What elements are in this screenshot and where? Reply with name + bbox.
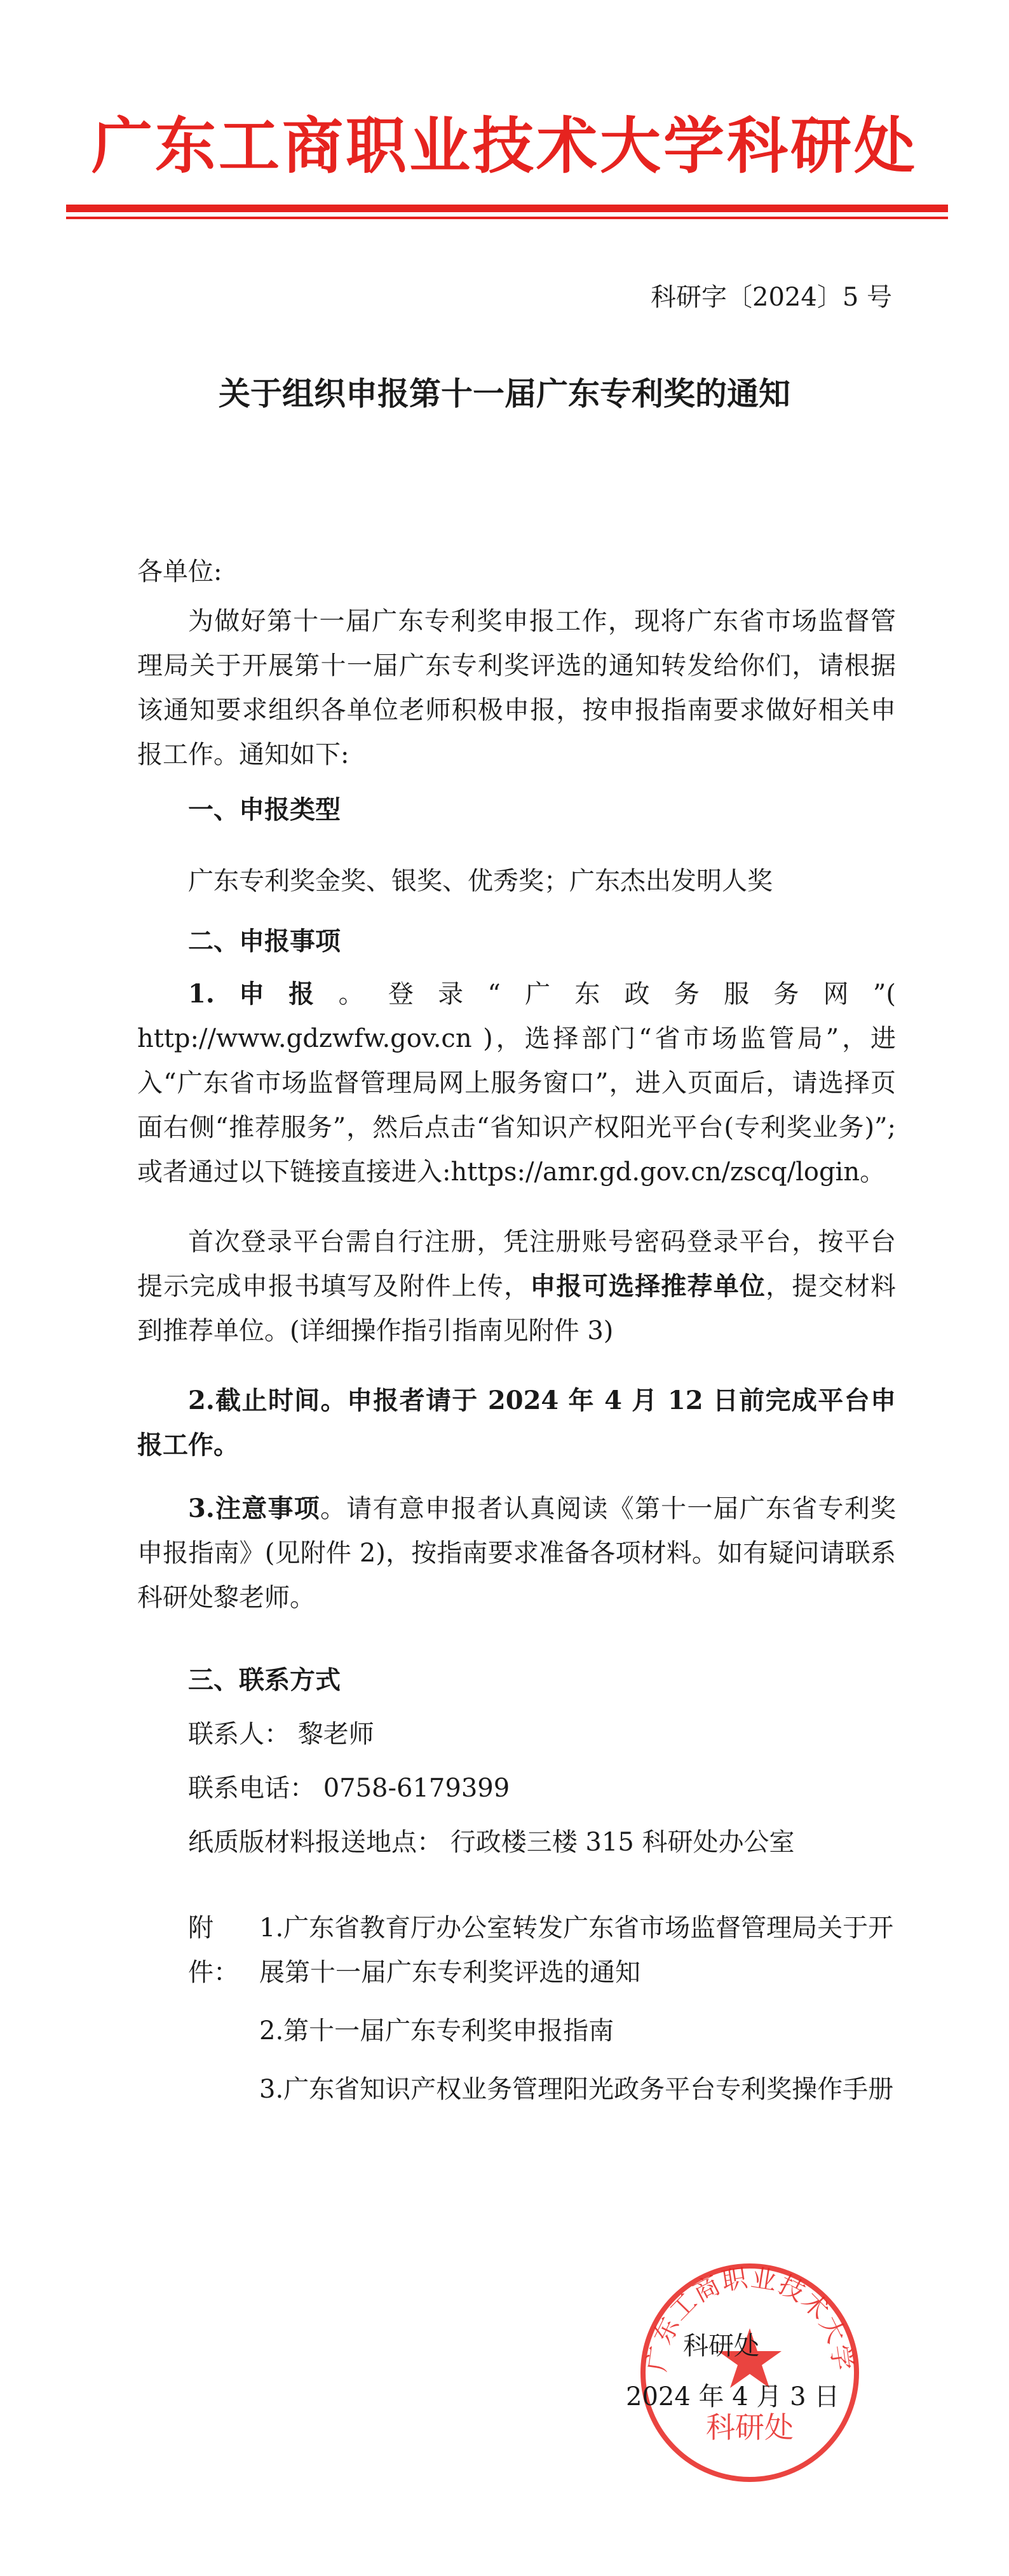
section2-item2: 2.截止时间。申报者请于 2024 年 4 月 12 日前完成平台申报工作。 [137, 1386, 896, 1460]
document-title: 关于组织申报第十一届广东专利奖的通知 [219, 375, 790, 412]
attachment-item-3: 3.广东省知识产权业务管理阳光政务平台专利奖操作手册 [259, 2075, 894, 2104]
signature-unit: 科研处 [683, 2331, 759, 2361]
item1-label: 1.申报 [188, 979, 339, 1009]
item1-p2-a: 首次登录平台需自行注册，凭注册账号密码登录平台，按平台提示完成申报书填写及附件上传， [137, 1227, 896, 1301]
letterhead-rule-thick [66, 205, 948, 212]
section2-item1-paragraph2 [137, 1220, 896, 1353]
signature-date: 2024 年 4 月 3 日 [626, 2382, 840, 2411]
intro-paragraph: 为做好第十一届广东专利奖申报工作，现将广东省市场监督管理局关于开展第十一届广东专利奖评选的通知转发给你们，请根据该通知要求组织各单位老师积极申报，按申报指南要求做好相关申报工作。通知如下: [137, 607, 896, 769]
salutation: 各单位: [137, 557, 222, 586]
section3-heading: 三、联系方式 [188, 1665, 341, 1695]
seal-center-text: 科研处 [706, 2410, 794, 2445]
attachment-item-1: 1.广东省教育厅办公室转发广东省市场监督管理局关于开展第十一届广东专利奖评选的通知 [259, 1913, 894, 1987]
seal-graphic [635, 2258, 864, 2487]
item1-p2-bold: 申报可选择推荐单位 [530, 1271, 766, 1301]
attachments-block [188, 1906, 900, 2112]
seal-ring-text: 广东工商职业技术大学 [642, 2263, 858, 2374]
item3-label: 3.注意事项 [188, 1494, 320, 1523]
attachment-item-2: 2.第十一届广东专利奖申报指南 [259, 2016, 614, 2046]
letterhead-rule-thin [66, 217, 948, 219]
official-seal [635, 2258, 864, 2487]
delivery-address: 纸质版材料报送地点： 行政楼三楼 315 科研处办公室 [188, 1828, 795, 1857]
item1-p2-b: ，提交材料到推荐单位。(详细操作指引指南见附件 3) [137, 1272, 897, 1345]
section2-item3 [137, 1487, 896, 1620]
attachment-item [188, 1906, 900, 1995]
section2-heading: 二、申报事项 [188, 926, 341, 956]
contact-phone: 联系电话： 0758-6179399 [188, 1774, 510, 1803]
item3-text: 。请有意申报者认真阅读《第十一届广东省专利奖申报指南》(见附件 2)，按指南要求准备各项材料。如有疑问请联系科研处黎老师。 [137, 1494, 897, 1612]
section1-heading: 一、申报类型 [188, 795, 341, 825]
section1-text: 广东专利奖金奖、银奖、优秀奖；广东杰出发明人奖 [188, 867, 773, 896]
contact-person: 联系人： 黎老师 [188, 1720, 374, 1749]
section2-item1 [137, 972, 896, 1194]
letterhead-title: 广东工商职业技术大学科研处 [91, 110, 918, 182]
item1-text: 。登录“广东政务服务网”( http://www.gdzwfw.gov.cn )，选择部门“省市场监管局”，进入“广东省市场监督管理局网上服务窗口”，进入页面后，请选择页面右侧“推荐服务”，然后点击“省知识产权阳光平台(专利奖业务)”;或者通过以下链接直接进入:https://amr.gd.gov.cn/zscq/login。 [137, 980, 896, 1187]
document-number: 科研字〔2024〕5 号 [651, 283, 892, 312]
attachments-label: 附件： [188, 1913, 239, 1987]
